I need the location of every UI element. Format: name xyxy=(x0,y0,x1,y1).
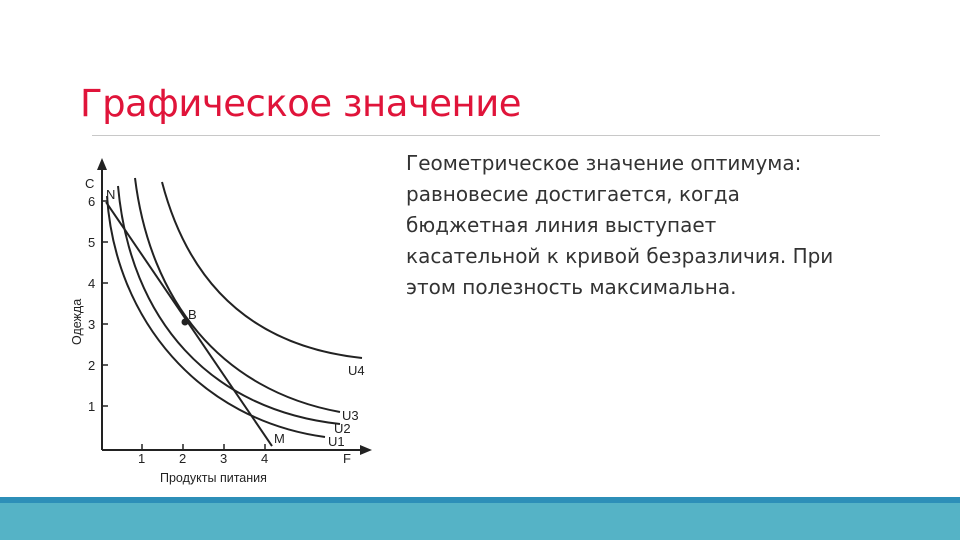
curve-u2-label: U2 xyxy=(334,421,351,436)
x-axis-letter: F xyxy=(343,451,351,466)
curve-u3-label: U3 xyxy=(342,408,359,423)
body-line: этом полезность максимальна. xyxy=(406,275,737,299)
y-axis-label: Одежда xyxy=(70,298,84,345)
x-axis-label: Продукты питания xyxy=(160,471,267,485)
curve-u4 xyxy=(162,182,362,358)
curve-u2 xyxy=(118,186,340,424)
x-tick-label: 2 xyxy=(179,451,187,466)
curve-u4-label: U4 xyxy=(348,363,365,378)
body-line: бюджетная линия выступает xyxy=(406,213,717,237)
title-divider xyxy=(92,135,880,136)
body-text xyxy=(406,148,906,303)
curve-u3 xyxy=(135,178,340,412)
y-tick-label: 3 xyxy=(88,317,96,332)
curve-u1-label: U1 xyxy=(328,434,345,449)
body-line: касательной к кривой безразличия. При xyxy=(406,244,834,268)
y-tick-label: 2 xyxy=(88,358,96,373)
y-axis-letter: C xyxy=(85,176,95,191)
indifference-diagram xyxy=(60,150,380,490)
y-tick-label: 4 xyxy=(88,276,96,291)
slide-title: Графическое значение xyxy=(80,82,522,125)
curve-u1 xyxy=(107,196,325,437)
y-axis-arrow xyxy=(97,158,107,170)
y-tick-label: 6 xyxy=(88,194,96,209)
budget-line xyxy=(106,202,272,446)
point-n-label: N xyxy=(106,187,116,202)
point-m-label: M xyxy=(274,431,285,446)
x-tick-label: 4 xyxy=(261,451,269,466)
y-tick-label: 1 xyxy=(88,399,96,414)
body-line: Геометрическое значение оптимума: xyxy=(406,151,802,175)
x-axis-arrow xyxy=(360,445,372,455)
footer-bar xyxy=(0,503,960,540)
point-b-label: B xyxy=(188,307,197,322)
body-line: равновесие достигается, когда xyxy=(406,182,740,206)
x-tick-label: 3 xyxy=(220,451,228,466)
x-tick-label: 1 xyxy=(138,451,146,466)
y-tick-label: 5 xyxy=(88,235,96,250)
